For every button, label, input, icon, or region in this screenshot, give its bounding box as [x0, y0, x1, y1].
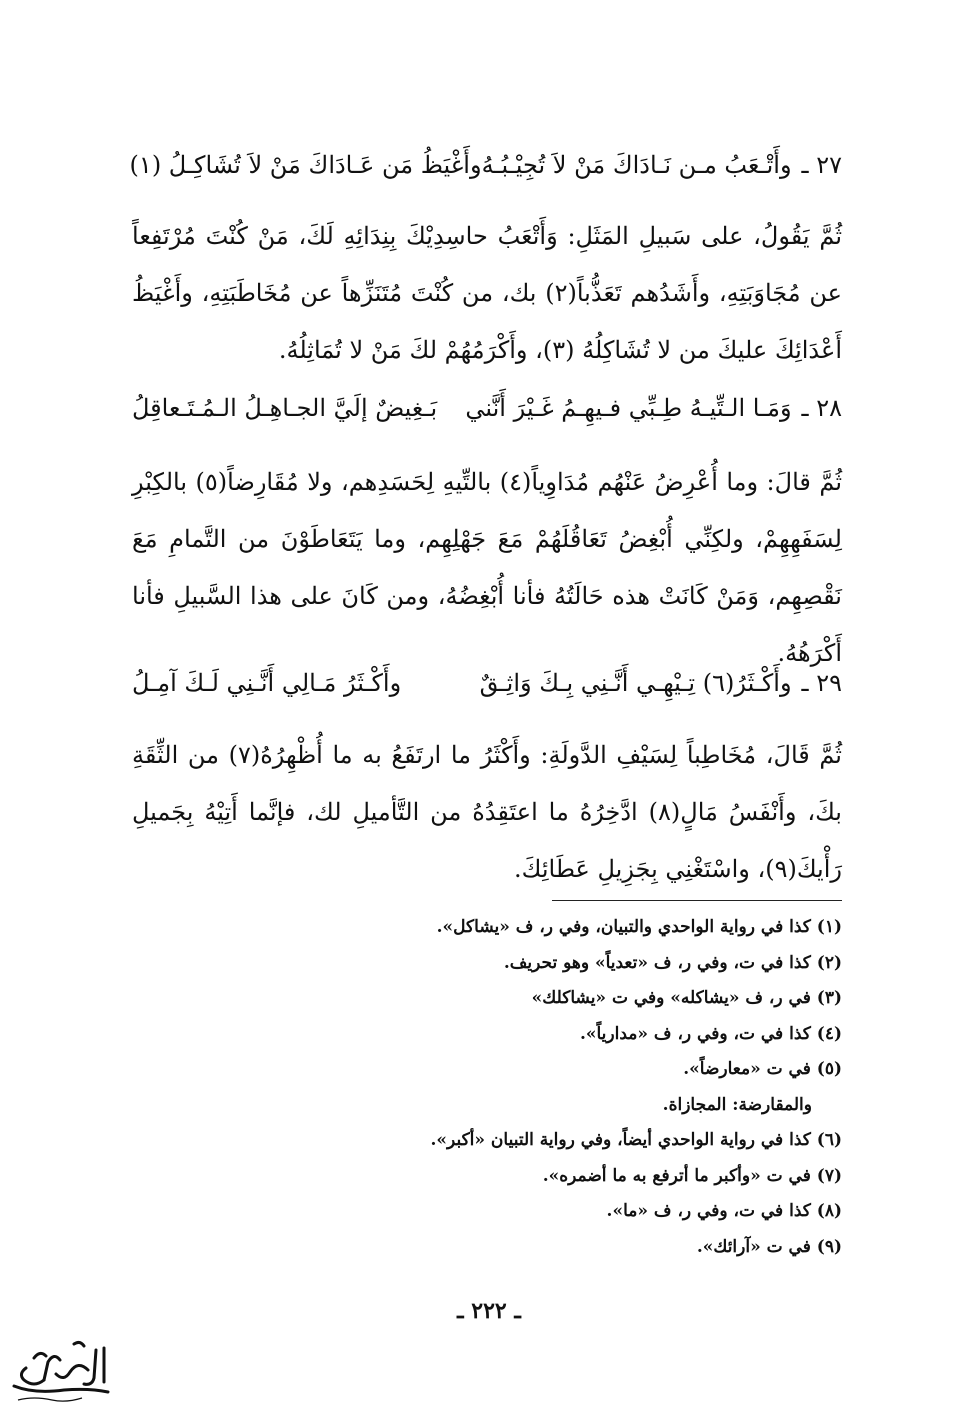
verse-second-hemistich: وأَغْيَظُ مَن عَـادَاكَ مَنْ لاَ تُشَاكِـلُ (١)	[129, 151, 482, 179]
commentary-paragraph: ثُمَّ يَقُولُ، على سَبيلِ المَثَلِ: وَأَتْعَبُ حاسِدِيْكَ بِنِدَائِهِ لَكَ، مَنْ كُنْتَ مُرْتَفِعاً عن مُجَاوَبَتِهِ، وأَشَدُهم تَعَذُّباً(٢) بك، من كُنْتَ مُتَنَزِّهاً عن مُخَاطَبَتِهِ، وأَغْيَظُ أَعْدَائِكَ عليكَ من لا تُشَاكِلُهُ (٣)، وأَكْرَمُهُمْ لكَ مَنْ لا تُمَاثِلُهُ.	[132, 222, 842, 364]
verse-first-hemistich: وأَكْـثَرُ(٦) تِـيْهِـي أَنَّـنِي بِـكَ وَاثِـقٌ	[479, 669, 792, 697]
verse-number: ٢٩ ـ	[801, 669, 842, 697]
footnote: والمقارضة: المجازاة.	[662, 1094, 812, 1115]
footnote: (٩) في ت «آرائك».	[696, 1236, 842, 1257]
footnote: (٥) في ت «معارضاً».	[683, 1059, 842, 1079]
footnote: (١) كذا في رواية الواحدي والتبيان، وفي ر، ف «يشاكل».	[436, 917, 842, 937]
verse-first-hemistich: وَمَـا الـتِّيـهُ طِـبِّي فـيهِـمُ غَـيْرَ أَنَّني	[465, 394, 792, 422]
footnote: (٣) في ر، ف «يشاكله» وفي ت «يشاكلك»	[531, 988, 842, 1008]
footnote: (٧) في ت «وأكبر ما أترفع به ما أضمره».	[542, 1165, 842, 1186]
calligraphy-stamp-icon	[4, 1330, 114, 1410]
verse-number: ٢٧ ـ	[801, 151, 842, 179]
footnote: (٦) كذا في رواية الواحدي أيضاً، وفي رواية التبيان «أكبر».	[430, 1130, 842, 1150]
library-stamp	[4, 1330, 114, 1410]
footnotes	[142, 910, 842, 1265]
footnote-separator	[552, 900, 842, 901]
verse-first-hemistich: وأَتْـعَبُ مـن نَـادَاكَ مَنْ لاَ تُجِيْـبُـهُ	[481, 151, 792, 179]
footnote: (٢) كذا في ت، وفي ر، ف «تعدياً» وهو تحريف.	[503, 952, 842, 973]
commentary-paragraph: ثُمَّ قالَ: وما أُعْرِضُ عَنْهُم مُدَاوِياً(٤) بالتِّيهِ لِحَسَدِهم، ولا مُقَارِضاً(٥) بالكِبْرِ لِسَفَهِهِمْ، ولكِنِّي أُبْغِضُ تَعَاقُلَهُمْ مَعَ جَهْلِهِم، وما يَتَعَاطَوْنَ من التَّمامِ مَعَ نَقْصِهِم، وَمَنْ كَانَتْ هذه حَالَتُهُ فأنا أُبْغِضُهُ، ومن كَانَ على هذا السَّبيلِ فأنا أَكْرَهُهُ.	[132, 468, 842, 667]
commentary-paragraph: ثُمَّ قَالَ، مُخَاطِباً لِسَيْفِ الدَّولَةِ: وأَكْثَرُ ما ارتَفَعُ به ما أُظْهِرُهُ(٧) من الثِّقَةِ بكَ، وأَنْفَسُ مَالٍ(٨) ادَّخِرُهُ ما اعتَقِدُهُ من التَّأميلِ لك، فإنَّما أَتِيْهُ بِجَميلِ رَأْيكَ(٩)، واسْتَغْنِي بِجَزِيلِ عَطَائِكَ.	[132, 741, 842, 883]
page-number: ـ ٢٢٢ ـ	[457, 1298, 521, 1324]
verse-29	[132, 668, 842, 699]
footnote: (٤) كذا في ت، وفي ر، ف «مدارياً».	[579, 1023, 842, 1044]
verse-second-hemistich: بَـغِيضٌ إلَيَّ الجـاهِـلُ الـمُـتَـعاقِلُ	[132, 394, 438, 422]
verse-28	[132, 393, 842, 424]
verse-second-hemistich: وأَكْـثَرُ مَـالِي أَنَّـنِي لَـكَ آمِـلُ	[132, 669, 402, 697]
footnote: (٨) كذا في ت، وفي ر، ف «ما».	[606, 1201, 842, 1221]
verse-number: ٢٨ ـ	[801, 394, 842, 422]
verse-27	[129, 150, 842, 181]
